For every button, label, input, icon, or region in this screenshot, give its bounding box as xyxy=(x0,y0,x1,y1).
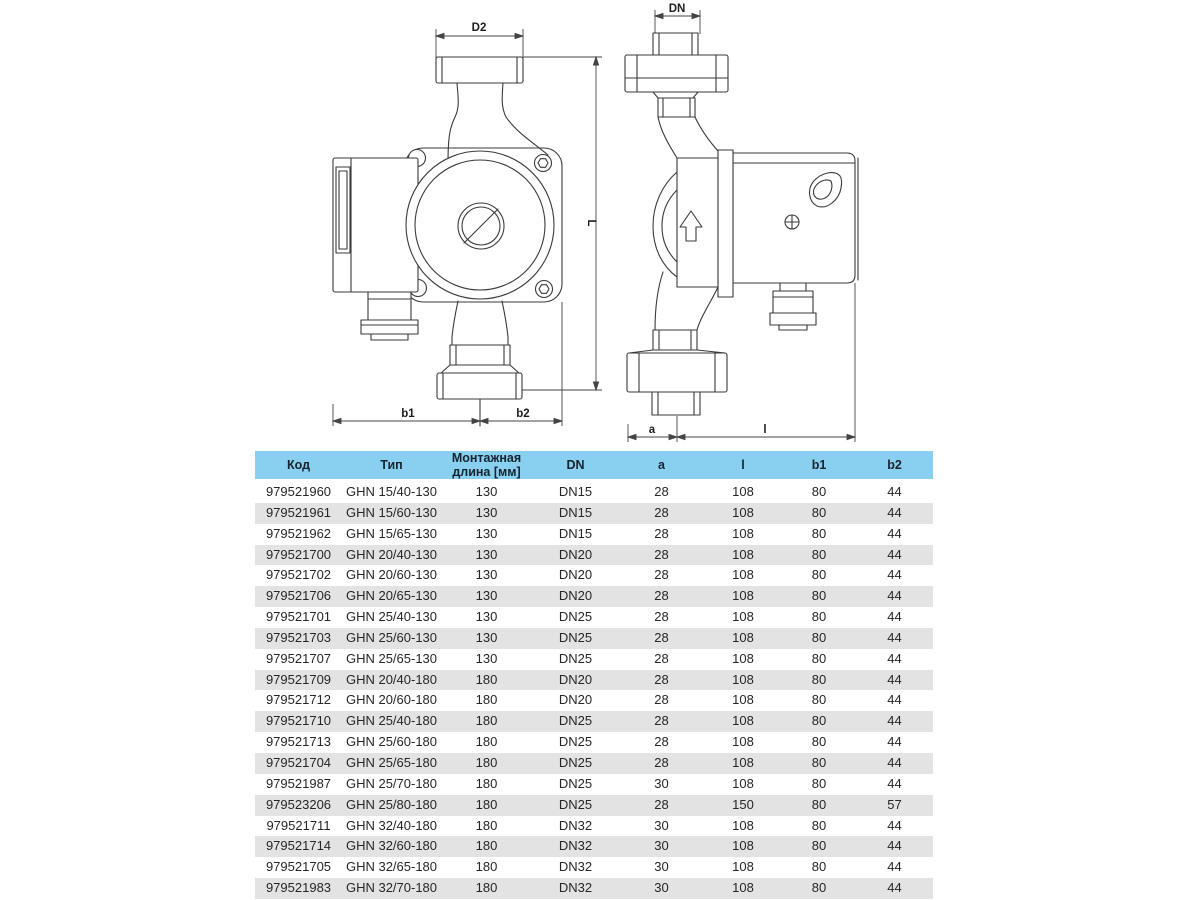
col-header-type: Тип xyxy=(342,451,441,481)
vent-plug xyxy=(458,203,504,249)
table-cell: 108 xyxy=(704,670,782,691)
col-header-code: Код xyxy=(255,451,342,481)
table-cell: 44 xyxy=(856,628,933,649)
table-cell: 108 xyxy=(732,609,754,625)
table-cell: GHN 15/40-130 xyxy=(345,484,438,499)
table-row xyxy=(255,732,933,753)
table-cell: 80 xyxy=(782,503,856,524)
union-nut-bottom xyxy=(627,330,727,415)
table-cell: 130 xyxy=(475,484,498,499)
table-cell: 80 xyxy=(782,795,856,816)
table-row xyxy=(255,649,933,670)
table-cell: 44 xyxy=(856,711,933,732)
table-cell: 80 xyxy=(811,859,827,875)
table-cell: 44 xyxy=(856,753,933,774)
table-cell: 180 xyxy=(475,692,498,708)
table-cell: 80 xyxy=(811,484,827,499)
table-cell: 28 xyxy=(619,586,704,607)
table-cell: 979521710 xyxy=(255,711,342,732)
table-cell: 28 xyxy=(654,734,669,750)
table-cell: 44 xyxy=(887,650,902,666)
dim-label-l-height: L xyxy=(585,219,597,227)
table-cell: 108 xyxy=(704,628,782,649)
table-cell: GHN 25/65-180 xyxy=(342,753,441,774)
table-cell: 28 xyxy=(654,567,669,583)
table-cell: 108 xyxy=(732,734,754,750)
table-cell: 44 xyxy=(887,734,902,750)
table-cell: 130 xyxy=(441,503,532,524)
table-cell: 180 xyxy=(475,817,498,833)
table-cell: 44 xyxy=(856,836,933,857)
table-row xyxy=(255,753,933,774)
dimensions-table xyxy=(255,451,933,899)
col-header-mount-length: Монтажная длина [мм] xyxy=(441,451,532,481)
table-cell: 44 xyxy=(856,545,933,566)
table-cell: 108 xyxy=(704,753,782,774)
terminal-box xyxy=(333,158,418,292)
table-cell: 44 xyxy=(856,586,933,607)
table-cell: 979521962 xyxy=(265,525,332,541)
table-cell: 979521702 xyxy=(265,567,332,583)
table-cell: 108 xyxy=(732,817,754,833)
table-cell: 180 xyxy=(475,775,498,791)
table-cell: DN20 xyxy=(532,586,619,607)
table-cell: 44 xyxy=(887,775,902,791)
table-row xyxy=(255,795,933,816)
table-cell: 80 xyxy=(782,586,856,607)
table-row xyxy=(255,670,933,691)
table-cell: DN20 xyxy=(558,692,593,708)
table-cell: 44 xyxy=(887,859,902,875)
table-cell: GHN 20/60-180 xyxy=(345,692,438,708)
table-row xyxy=(255,524,933,545)
table-cell: 180 xyxy=(475,734,498,750)
table-row xyxy=(255,774,933,795)
table-cell: 44 xyxy=(887,567,902,583)
table-body xyxy=(255,481,933,899)
cable-gland xyxy=(361,292,418,340)
table-cell: 28 xyxy=(619,711,704,732)
table-cell: GHN 25/70-180 xyxy=(345,775,438,791)
table-cell: 108 xyxy=(732,692,754,708)
table-cell: 130 xyxy=(475,567,498,583)
table-cell: DN25 xyxy=(532,753,619,774)
table-cell: 180 xyxy=(441,795,532,816)
table-cell: 80 xyxy=(782,878,856,899)
table-cell: 80 xyxy=(811,817,827,833)
table-cell: 979521701 xyxy=(265,609,332,625)
table-cell: 130 xyxy=(475,609,498,625)
table-cell: GHN 32/70-180 xyxy=(342,878,441,899)
table-cell: DN25 xyxy=(532,628,619,649)
table-cell: 108 xyxy=(732,567,754,583)
table-cell: 28 xyxy=(654,525,669,541)
table-cell: 979521983 xyxy=(255,878,342,899)
table-cell: 44 xyxy=(887,817,902,833)
table-row xyxy=(255,711,933,732)
table-row xyxy=(255,565,933,586)
table-cell: 979521960 xyxy=(265,484,332,499)
dim-label-l-length: l xyxy=(763,424,767,436)
table-cell: 80 xyxy=(811,734,827,750)
dim-label-b1: b1 xyxy=(401,408,415,420)
table-cell: 28 xyxy=(619,503,704,524)
table-cell: 108 xyxy=(704,711,782,732)
table-cell: DN15 xyxy=(558,484,593,499)
table-cell: 57 xyxy=(856,795,933,816)
table-row xyxy=(255,690,933,711)
table-cell: 108 xyxy=(732,525,754,541)
table-cell: 80 xyxy=(782,753,856,774)
table-cell: 80 xyxy=(782,711,856,732)
table-cell: 30 xyxy=(619,836,704,857)
table-cell: 108 xyxy=(704,545,782,566)
table-cell: DN20 xyxy=(532,670,619,691)
table-cell: 28 xyxy=(654,609,669,625)
table-cell: DN25 xyxy=(532,711,619,732)
table-cell: DN15 xyxy=(532,503,619,524)
table-cell: 80 xyxy=(782,836,856,857)
table-cell: 979521700 xyxy=(255,545,342,566)
table-cell: 80 xyxy=(811,692,827,708)
pump-side-view-drawing xyxy=(615,0,875,445)
table-cell: DN32 xyxy=(558,817,593,833)
table-cell: 80 xyxy=(782,545,856,566)
table-row xyxy=(255,586,933,607)
table-cell: 80 xyxy=(811,650,827,666)
table-row xyxy=(255,628,933,649)
table-cell: 979523206 xyxy=(255,795,342,816)
table-cell: 979521713 xyxy=(265,734,332,750)
table-cell: 979521714 xyxy=(255,836,342,857)
table-cell: GHN 25/60-130 xyxy=(342,628,441,649)
table-cell: 108 xyxy=(732,859,754,875)
table-cell: 28 xyxy=(654,484,669,499)
pump-front-view-drawing xyxy=(320,15,620,440)
dim-label-a: a xyxy=(648,424,656,436)
table-cell: 44 xyxy=(887,692,902,708)
table-cell: 80 xyxy=(782,670,856,691)
screw-icon xyxy=(785,215,799,229)
table-row xyxy=(255,857,933,878)
table-cell: 979521987 xyxy=(265,775,332,791)
mounting-bracket xyxy=(718,150,733,297)
table-cell: 44 xyxy=(887,525,902,541)
pump-side-view-svg xyxy=(615,0,875,445)
table-cell: 30 xyxy=(654,859,669,875)
table-cell: GHN 25/40-180 xyxy=(342,711,441,732)
table-row xyxy=(255,481,933,503)
table-cell: DN25 xyxy=(532,795,619,816)
table-cell: 80 xyxy=(782,628,856,649)
table-cell: DN25 xyxy=(558,609,593,625)
table-cell: 979521707 xyxy=(265,650,332,666)
cable-gland-side xyxy=(770,283,816,330)
table-cell: 180 xyxy=(441,836,532,857)
col-header-b1: b1 xyxy=(782,451,856,481)
table-cell: 130 xyxy=(441,628,532,649)
table-cell: 44 xyxy=(887,484,902,499)
table-cell: 108 xyxy=(704,836,782,857)
table-cell: DN32 xyxy=(558,859,593,875)
table-cell: 44 xyxy=(856,670,933,691)
table-cell: GHN 20/40-180 xyxy=(342,670,441,691)
table-cell: GHN 32/40-180 xyxy=(345,817,438,833)
table-cell: 979521712 xyxy=(265,692,332,708)
pump-front-view-svg xyxy=(320,15,620,440)
table-cell: DN20 xyxy=(558,567,593,583)
dim-label-dn: DN xyxy=(668,3,686,15)
table-cell: 979521706 xyxy=(255,586,342,607)
table-row xyxy=(255,607,933,628)
table-header-row xyxy=(255,451,933,481)
table-cell: 108 xyxy=(704,878,782,899)
table-cell: 180 xyxy=(475,859,498,875)
table-cell: GHN 20/40-130 xyxy=(342,545,441,566)
table-cell: 28 xyxy=(619,628,704,649)
table-cell: 180 xyxy=(441,711,532,732)
table-cell: 108 xyxy=(732,775,754,791)
table-cell: DN25 xyxy=(558,734,593,750)
col-header-b2: b2 xyxy=(856,451,933,481)
table-cell: 130 xyxy=(475,525,498,541)
table-cell: DN25 xyxy=(558,775,593,791)
table-cell: GHN 25/65-130 xyxy=(345,650,438,666)
table-cell: DN15 xyxy=(558,525,593,541)
table-row xyxy=(255,503,933,524)
table-cell: 180 xyxy=(441,878,532,899)
table-cell: 30 xyxy=(619,878,704,899)
col-header-l: l xyxy=(704,451,782,481)
table-cell: 979521705 xyxy=(265,859,332,875)
bottom-flange xyxy=(437,301,522,426)
table-cell: 80 xyxy=(811,609,827,625)
table-cell: DN32 xyxy=(532,878,619,899)
table-cell: 30 xyxy=(654,817,669,833)
table-cell: GHN 25/60-180 xyxy=(345,734,438,750)
table-cell: 28 xyxy=(619,795,704,816)
table-cell: DN32 xyxy=(532,836,619,857)
dim-label-b2: b2 xyxy=(516,408,530,420)
table-cell: 44 xyxy=(887,609,902,625)
table-cell: 979521711 xyxy=(266,817,331,833)
table-cell: 80 xyxy=(811,775,827,791)
dim-label-d2: D2 xyxy=(471,22,487,34)
table-row xyxy=(255,878,933,899)
table-row xyxy=(255,836,933,857)
table-cell: 979521709 xyxy=(255,670,342,691)
table-cell: 28 xyxy=(619,753,704,774)
table-cell: GHN 25/80-180 xyxy=(342,795,441,816)
table-cell: 80 xyxy=(811,525,827,541)
table-cell: 130 xyxy=(441,545,532,566)
table-cell: DN25 xyxy=(558,650,593,666)
table-cell: 180 xyxy=(441,670,532,691)
union-nut-top xyxy=(625,33,728,117)
table-cell: 108 xyxy=(704,586,782,607)
table-cell: GHN 20/60-130 xyxy=(345,567,438,583)
table-cell: 108 xyxy=(704,503,782,524)
table-row xyxy=(255,816,933,837)
table-cell: 44 xyxy=(856,878,933,899)
table-cell: 28 xyxy=(654,692,669,708)
table-cell: GHN 25/40-130 xyxy=(345,609,438,625)
col-header-a: a xyxy=(619,451,704,481)
table-row xyxy=(255,545,933,566)
table-cell: GHN 32/60-180 xyxy=(342,836,441,857)
table-cell: 979521703 xyxy=(255,628,342,649)
col-header-dn: DN xyxy=(532,451,619,481)
table-cell: 80 xyxy=(811,567,827,583)
table-cell: 979521704 xyxy=(255,753,342,774)
table-cell: 44 xyxy=(856,503,933,524)
table-cell: GHN 15/60-130 xyxy=(342,503,441,524)
table-cell: 108 xyxy=(732,650,754,666)
table-cell: GHN 32/65-180 xyxy=(345,859,438,875)
table-cell: 108 xyxy=(732,484,754,499)
top-flange xyxy=(436,57,548,163)
table-cell: 30 xyxy=(654,775,669,791)
table-cell: 180 xyxy=(441,753,532,774)
table-cell: 979521961 xyxy=(255,503,342,524)
table-cell: GHN 20/65-130 xyxy=(342,586,441,607)
table-cell: 28 xyxy=(654,650,669,666)
table-cell: 130 xyxy=(475,650,498,666)
table-cell: 28 xyxy=(619,545,704,566)
table-cell: 150 xyxy=(704,795,782,816)
table-cell: DN20 xyxy=(532,545,619,566)
table-cell: 130 xyxy=(441,586,532,607)
table-cell: GHN 15/65-130 xyxy=(345,525,438,541)
table-cell: 28 xyxy=(619,670,704,691)
